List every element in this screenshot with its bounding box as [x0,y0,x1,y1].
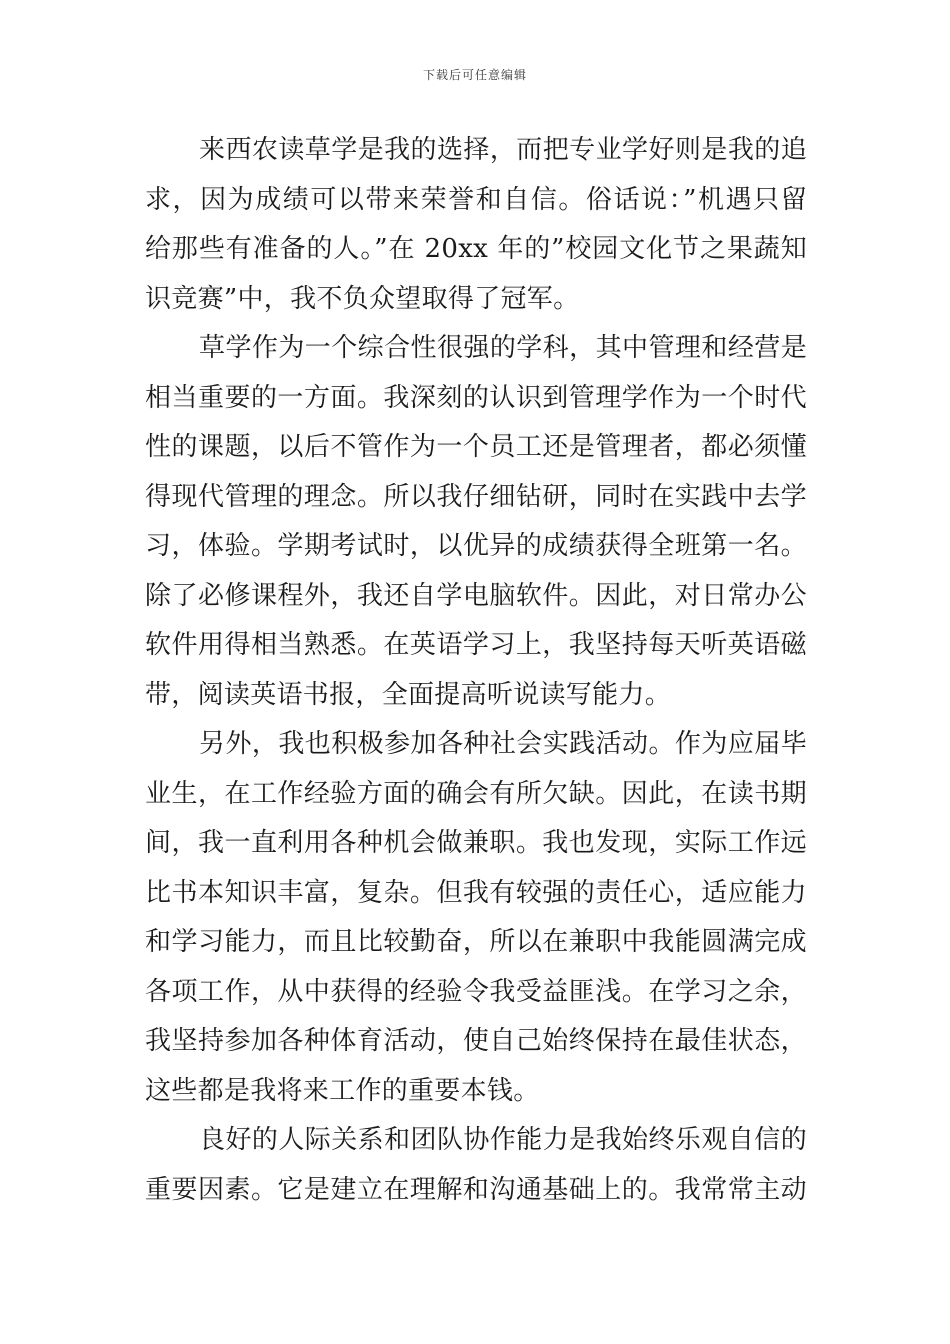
body-line: 重要因素。它是建立在理解和沟通基础上的。我常常主动 [145,1174,807,1205]
body-line: 给那些有准备的人。”在 20xx 年的”校园文化节之果蔬知 [145,234,807,264]
document-body [145,126,807,1215]
body-line: 性的课题，以后不管作为一个员工还是管理者，都必须懂 [145,432,807,462]
body-line: 习，体验。学期考试时，以优异的成绩获得全班第一名。 [145,531,807,561]
body-line: 这些都是我将来工作的重要本钱。 [145,1075,540,1106]
body-line: 业生，在工作经验方面的确会有所欠缺。因此，在读书期 [145,778,807,809]
body-line: 除了必修课程外，我还自学电脑软件。因此，对日常办公 [145,580,807,611]
body-line: 间，我一直利用各种机会做兼职。我也发现，实际工作远 [145,828,807,858]
body-line: 和学习能力，而且比较勤奋，所以在兼职中我能圆满完成 [145,927,807,957]
body-line: 软件用得相当熟悉。在英语学习上，我坚持每天听英语磁 [145,630,807,660]
document-header-note: 下载后可任意编辑 [422,68,527,82]
body-line: 另外，我也积极参加各种社会实践活动。作为应届毕 [199,729,807,759]
body-line: 带，阅读英语书报，全面提高听说读写能力。 [145,679,672,710]
body-line: 识竞赛”中，我不负众望取得了冠军。 [145,283,580,314]
body-line: 各项工作，从中获得的经验令我受益匪浅。在学习之余， [145,976,807,1007]
body-line: 草学作为一个综合性很强的学科，其中管理和经营是 [199,333,807,363]
body-line: 相当重要的一方面。我深刻的认识到管理学作为一个时代 [145,382,807,413]
body-line: 比书本知识丰富，复杂。但我有较强的责任心，适应能力 [145,877,807,908]
body-line: 良好的人际关系和团队协作能力是我始终乐观自信的 [199,1125,807,1155]
body-line: 得现代管理的理念。所以我仔细钻研，同时在实践中去学 [145,481,807,512]
body-line: 我坚持参加各种体育活动，使自己始终保持在最佳状态， [145,1026,807,1056]
body-line: 求，因为成绩可以带来荣誉和自信。俗话说：”机遇只留 [145,184,807,215]
body-line: 来西农读草学是我的选择，而把专业学好则是我的追 [199,135,807,165]
